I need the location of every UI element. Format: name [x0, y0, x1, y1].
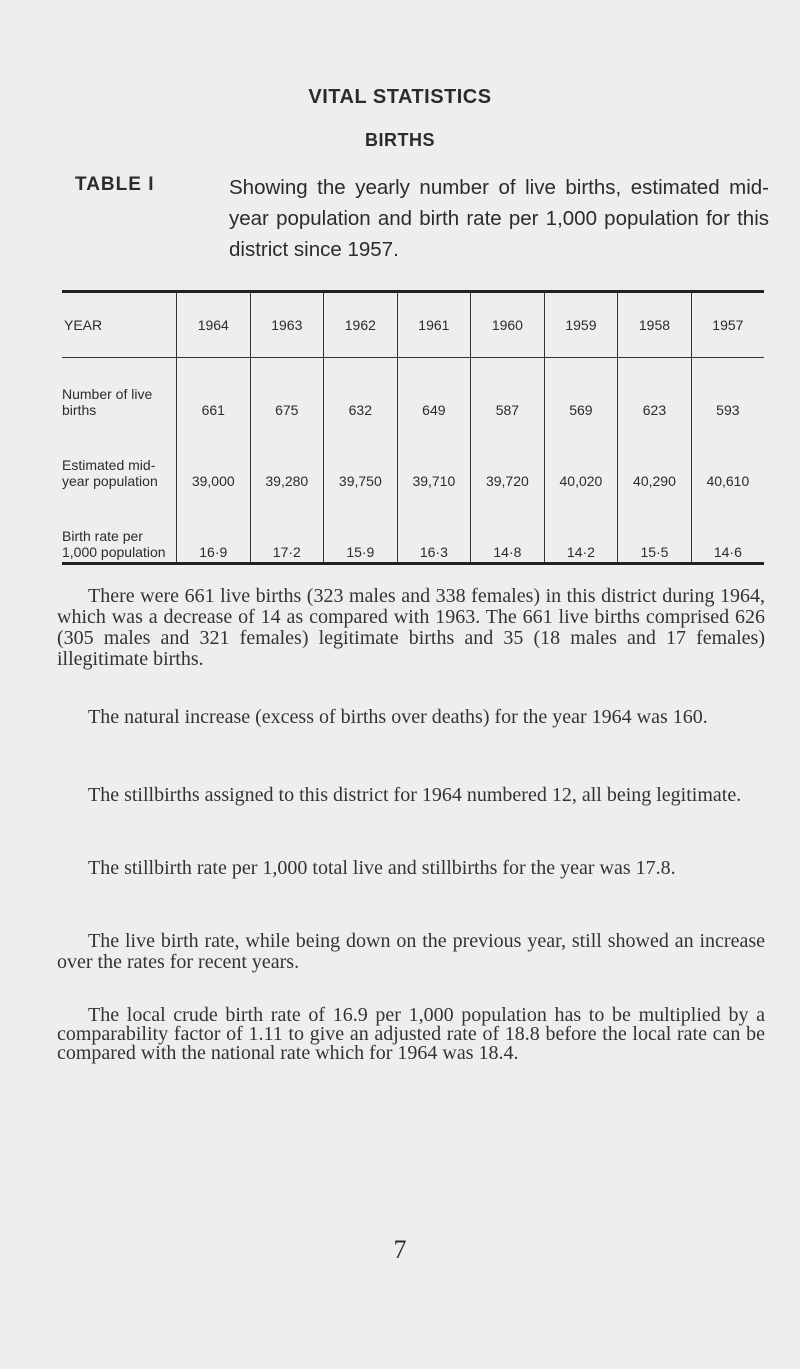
paragraph: The stillbirth rate per 1,000 total live and stillbirths for the year was 17.8. [88, 857, 676, 879]
paragraph: The live birth rate, while being down on the previous year, still showed an increase over the rates for recent years. [57, 930, 765, 973]
table-cell: 39,750 [324, 420, 398, 491]
paragraph: The natural increase (excess of births over deaths) for the year 1964 was 160. [88, 706, 708, 728]
table-caption: Showing the yearly number of live births, estimated mid-year population and birth rate per 1,000 population for this district since 1957. [229, 176, 769, 261]
table-row [62, 420, 764, 491]
page-number: 7 [393, 1235, 407, 1264]
table-cell: 675 [250, 358, 324, 421]
table-row [62, 358, 764, 421]
table-cell: 40,610 [691, 420, 764, 491]
table-cell: 39,000 [177, 420, 251, 491]
table-cell: 593 [691, 358, 764, 421]
table-cell: 14·8 [471, 491, 545, 564]
table-cell: 39,710 [397, 420, 471, 491]
year-cell: 1958 [618, 292, 692, 358]
table-cell: 649 [397, 358, 471, 421]
paragraph: There were 661 live births (323 males and 338 females) in this district during 1964, which was a decrease of 14 as compared with 1963. The 661 live births comprised 626 (305 males and 321 females) legitimate births and 35 (18 males and 17 females) illegitimate births. [57, 585, 765, 670]
year-cell: 1964 [177, 292, 251, 358]
year-cell: 1960 [471, 292, 545, 358]
table-cell: 15·9 [324, 491, 398, 564]
table-cell: 40,020 [544, 420, 618, 491]
table-cell: 14·6 [691, 491, 764, 564]
table-cell: 14·2 [544, 491, 618, 564]
row-label: Birth rate per 1,000 population [62, 491, 177, 564]
births-table [62, 290, 764, 565]
table-header-row [62, 292, 764, 358]
paragraph: The local crude birth rate of 16.9 per 1,000 population has to be multiplied by a comparability factor of 1.11 to give an adjusted rate of 18.8 before the local rate can be compared with the national rate which for 1964 was 18.4. [57, 1004, 765, 1064]
table-cell: 16·9 [177, 491, 251, 564]
paragraph: The stillbirths assigned to this district for 1964 numbered 12, all being legitimate. [88, 784, 742, 806]
year-cell: 1963 [250, 292, 324, 358]
year-cell: 1961 [397, 292, 471, 358]
row-label: Number of live births [62, 386, 153, 418]
table-cell: 17·2 [250, 491, 324, 564]
table-cell: 39,280 [250, 420, 324, 491]
table-cell: 39,720 [471, 420, 545, 491]
table-cell: 587 [471, 358, 545, 421]
table-cell: 40,290 [618, 420, 692, 491]
document-title: VITAL STATISTICS [308, 86, 492, 108]
year-cell: 1959 [544, 292, 618, 358]
table-cell: 623 [618, 358, 692, 421]
year-cell: 1957 [691, 292, 764, 358]
section-title: BIRTHS [365, 130, 435, 150]
year-header: YEAR [62, 292, 177, 358]
row-label: Estimated mid-year population [62, 457, 158, 489]
table-cell: 661 [177, 358, 251, 421]
table-cell: 15·5 [618, 491, 692, 564]
table-label: TABLE I [75, 174, 155, 195]
table-cell: 632 [324, 358, 398, 421]
table-row [62, 491, 764, 564]
table-cell: 569 [544, 358, 618, 421]
year-cell: 1962 [324, 292, 398, 358]
table-cell: 16·3 [397, 491, 471, 564]
